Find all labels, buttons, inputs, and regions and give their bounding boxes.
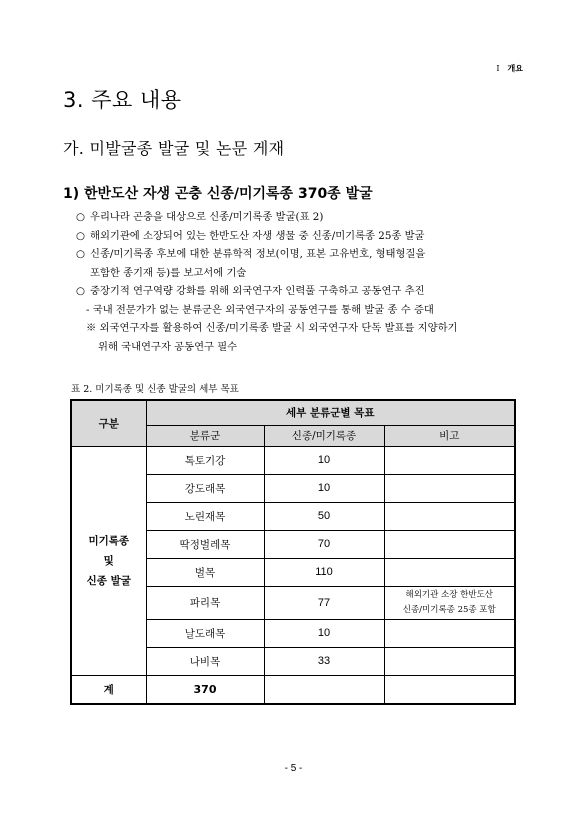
group-line: 및 bbox=[103, 554, 114, 567]
bullet-marker: ○ bbox=[76, 248, 85, 260]
item-title: 1) 한반도산 자생 곤충 신종/미기록종 370종 발굴 bbox=[63, 186, 373, 202]
bullet-marker: ○ bbox=[76, 285, 85, 297]
bullet-item bbox=[76, 208, 536, 227]
subsection-title: 가. 미발굴종 발굴 및 논문 게재 bbox=[63, 139, 285, 158]
note-cell bbox=[384, 474, 515, 502]
bullet-marker: ○ bbox=[76, 229, 85, 242]
sub-bullet: - 국내 전문가가 없는 분류군은 외국연구자의 공동연구를 통해 발굴 종 수 증대 bbox=[86, 303, 434, 316]
count-cell: 77 bbox=[264, 586, 384, 619]
total-row bbox=[71, 675, 515, 704]
note-cell bbox=[384, 619, 515, 647]
note-line: 해외기관 소장 한반도산 bbox=[405, 589, 493, 600]
note-line: 위해 국내연구자 공동연구 필수 bbox=[98, 340, 238, 353]
chapter-numeral: Ⅰ bbox=[496, 64, 500, 73]
count-cell: 10 bbox=[264, 619, 384, 647]
total-note bbox=[264, 675, 384, 704]
group-line: 신종 발굴 bbox=[86, 574, 131, 587]
bullet-continuation: 포함한 종기재 등)를 보고서에 기술 bbox=[90, 266, 247, 279]
bullet-marker: ○ bbox=[76, 211, 85, 223]
count-cell: 50 bbox=[264, 502, 384, 530]
header-span: 세부 분류군별 목표 bbox=[146, 400, 515, 425]
bullet-text: 중장기적 연구역량 강화를 위해 외국연구자 인력풀 구축하고 공동연구 추진 bbox=[90, 285, 425, 297]
bullet-list bbox=[76, 208, 536, 356]
running-header bbox=[496, 63, 523, 74]
count-cell: 33 bbox=[264, 647, 384, 675]
table-row bbox=[71, 446, 515, 474]
header-note: 비고 bbox=[384, 425, 515, 446]
taxon-cell: 노린재목 bbox=[146, 502, 264, 530]
bullet-item bbox=[76, 245, 536, 264]
header-taxon: 분류군 bbox=[146, 425, 264, 446]
section-title: 3. 주요 내용 bbox=[63, 88, 182, 112]
taxon-cell: 나비목 bbox=[146, 647, 264, 675]
bullet-item bbox=[76, 282, 536, 301]
note-cell bbox=[384, 502, 515, 530]
taxon-cell: 톡토기강 bbox=[146, 446, 264, 474]
count-cell: 70 bbox=[264, 530, 384, 558]
bullet-text: 신종/미기록종 후보에 대한 분류학적 정보(이명, 표본 고유번호, 형태형질을 bbox=[90, 248, 426, 260]
note-line: 신종/미기록종 25종 포함 bbox=[402, 604, 496, 615]
target-table bbox=[70, 399, 516, 705]
bullet-item bbox=[76, 227, 536, 246]
taxon-cell: 딱정벌레목 bbox=[146, 530, 264, 558]
note-cell bbox=[384, 647, 515, 675]
bullet-text: 해외기관에 소장되어 있는 한반도산 자생 생물 중 신종/미기록종 25종 발굴 bbox=[90, 229, 425, 242]
bullet-text: 우리나라 곤충을 대상으로 신종/미기록종 발굴(표 2) bbox=[90, 211, 324, 223]
page-number: - 5 - bbox=[284, 763, 303, 774]
note-line: ※ 외국연구자를 활용하여 신종/미기록종 발굴 시 외국연구자 단독 발표를 지양하기 bbox=[86, 322, 458, 334]
note-cell bbox=[384, 446, 515, 474]
count-cell: 10 bbox=[264, 474, 384, 502]
group-cell bbox=[71, 446, 146, 675]
table-caption: 표 2. 미기록종 및 신종 발굴의 세부 목표 bbox=[71, 384, 239, 395]
taxon-cell: 강도래목 bbox=[146, 474, 264, 502]
total-label: 계 bbox=[71, 675, 146, 704]
chapter-label: 개요 bbox=[507, 64, 523, 73]
taxon-cell: 날도래목 bbox=[146, 619, 264, 647]
note-cell bbox=[384, 558, 515, 586]
note-cell bbox=[384, 586, 515, 619]
header-group: 구분 bbox=[71, 400, 146, 446]
header-count: 신종/미기록종 bbox=[264, 425, 384, 446]
note-cell bbox=[384, 530, 515, 558]
taxon-cell: 벌목 bbox=[146, 558, 264, 586]
taxon-cell: 파리목 bbox=[146, 586, 264, 619]
total-count: 370 bbox=[146, 675, 264, 704]
group-line: 미기록종 bbox=[88, 534, 130, 547]
count-cell: 110 bbox=[264, 558, 384, 586]
count-cell: 10 bbox=[264, 446, 384, 474]
